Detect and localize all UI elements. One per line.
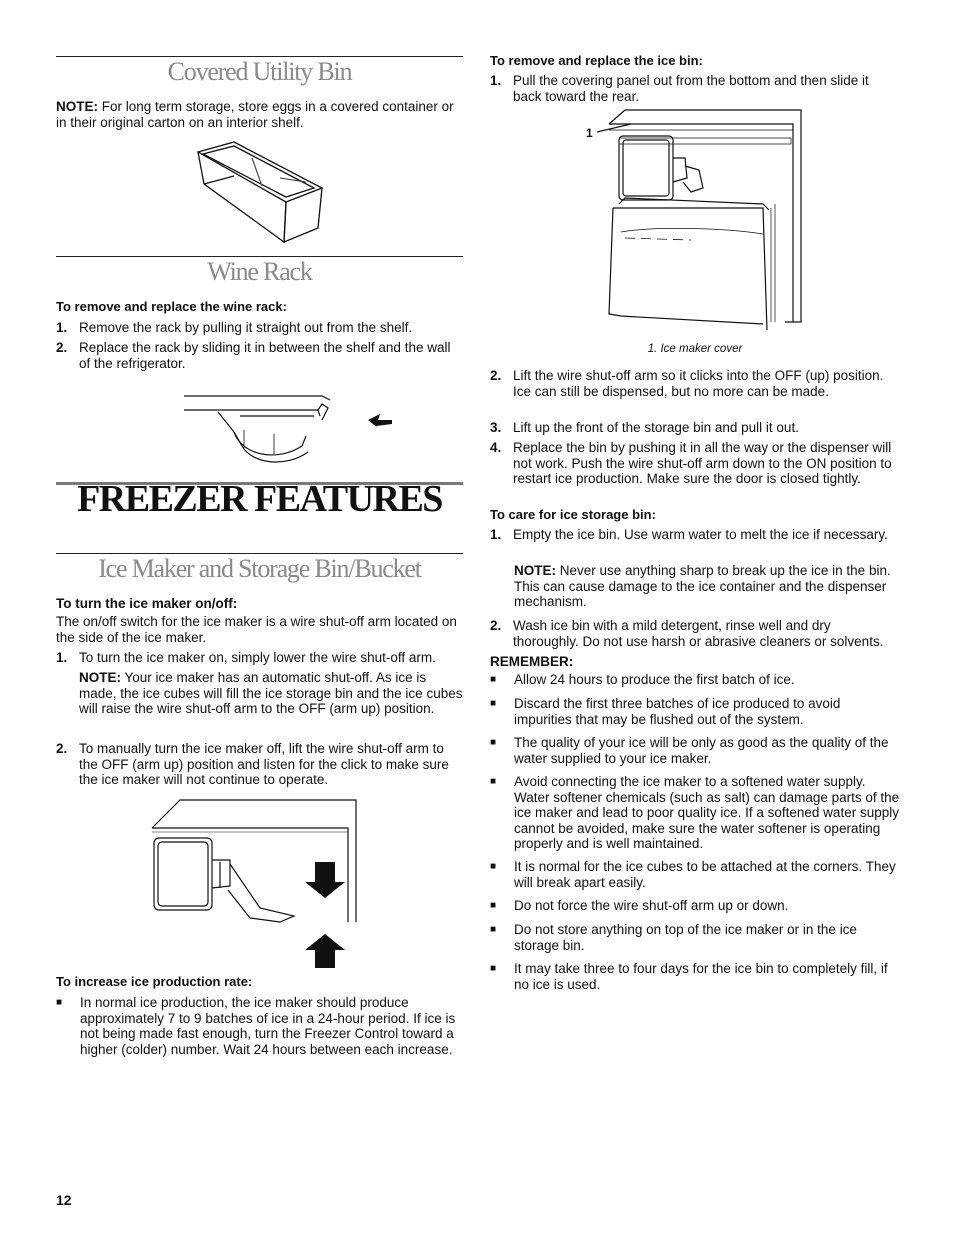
ice-maker-step1-note: NOTE: Your ice maker has an automatic shut-off. As ice is made, the ice cubes will fill the ice storage bin and the ice cubes will raise the wire shut-off arm to the OFF (arm up) position.: [79, 670, 463, 716]
remember-item: ■ Avoid connecting the ice maker to a softened water supply. Water softener chemicals (such as salt) can damage parts of the ice maker and lead to poor quality ice. If a softened water supply cannot be avoided, make sure the water softener is operating properly and is well maintained.: [490, 774, 900, 851]
wine-rack-heading: Wine Rack: [207, 257, 312, 286]
remember-item: ■ Allow 24 hours to produce the first batch of ice.: [490, 672, 795, 687]
care-subheading: To care for ice storage bin:: [490, 507, 656, 522]
ice-maker-on-off-subheading: To turn the ice maker on/off:: [56, 596, 238, 611]
remember-item: ■ It is normal for the ice cubes to be attached at the corners. They will break apart easily.: [490, 859, 896, 890]
ice-bin-step: 2. Lift the wire shut-off arm so it clicks into the OFF (up) position. Ice can still be dispensed, but no more can be made.: [490, 368, 884, 399]
covered-utility-bin-illustration: [194, 140, 386, 248]
increase-production-bullet: ■ In normal ice production, the ice maker should produce approximately 7 to 9 batches of ice in a 24-hour period. If ice is not being made fast enough, turn the Freezer Control toward a higher (colder) number. Wait 24 hours between each increase.: [56, 995, 456, 1057]
remember-label: REMEMBER:: [490, 654, 574, 669]
ice-bin-subheading: To remove and replace the ice bin:: [490, 53, 703, 68]
wine-rack-illustration: [182, 386, 398, 476]
remember-item: ■ Discard the first three batches of ice produced to avoid impurities that may be flushed out of the system.: [490, 696, 841, 727]
care-note: NOTE: Never use anything sharp to break up the ice in the bin. This can cause damage to the ice container and the dispenser mechanism.: [514, 563, 891, 609]
freezer-features-title: FREEZER FEATURES: [77, 478, 442, 520]
care-step: 2. Wash ice bin with a mild detergent, rinse well and dry thoroughly. Do not use harsh or abrasive cleaners or solvents.: [490, 618, 884, 649]
wine-rack-step: 1. Remove the rack by pulling it straight out from the shelf.: [56, 320, 413, 335]
care-step: 1. Empty the ice bin. Use warm water to melt the ice if necessary.: [490, 527, 888, 542]
ice-maker-step: 2. To manually turn the ice maker off, lift the wire shut-off arm to the OFF (arm up) position and listen for the click to make sure the ice maker will not continue to operate.: [56, 741, 449, 787]
ice-maker-on-off-intro: The on/off switch for the ice maker is a wire shut-off arm located on the side of the ice maker.: [56, 614, 457, 645]
remember-item: ■ Do not store anything on top of the ice maker or in the ice storage bin.: [490, 922, 857, 953]
remember-item: ■ Do not force the wire shut-off arm up or down.: [490, 898, 789, 913]
ice-maker-heading: Ice Maker and Storage Bin/Bucket: [98, 554, 421, 583]
ice-bin-step: 1. Pull the covering panel out from the bottom and then slide it back toward the rear.: [490, 73, 869, 104]
increase-production-subheading: To increase ice production rate:: [56, 974, 253, 989]
wine-rack-step: 2. Replace the rack by sliding it in between the shelf and the wall of the refrigerator.: [56, 340, 451, 371]
ice-maker-arm-illustration: [150, 798, 360, 970]
ice-bin-step: 4. Replace the bin by pushing it in all the way or the dispenser will not work. Push the wire shut-off arm down to the ON position to restart ice production. Make sure the door is closed tightly.: [490, 440, 892, 486]
wine-rack-subheading: To remove and replace the wine rack:: [56, 299, 287, 314]
remember-item: ■ It may take three to four days for the ice bin to completely fill, if no ice is used.: [490, 961, 888, 992]
covered-utility-bin-heading: Covered Utility Bin: [167, 57, 352, 86]
page-number: 12: [56, 1192, 72, 1208]
covered-utility-bin-note: NOTE: For long term storage, store eggs in a covered container or in their original carton on an interior shelf.: [56, 99, 454, 130]
remember-item: ■ The quality of your ice will be only as good as the quality of the water supplied to your ice maker.: [490, 735, 889, 766]
ice-maker-cover-illustration: [595, 108, 805, 338]
ice-maker-step: 1. To turn the ice maker on, simply lower the wire shut-off arm.: [56, 650, 436, 665]
ice-bin-step: 3. Lift up the front of the storage bin and pull it out.: [490, 420, 799, 435]
callout-number: 1: [586, 126, 593, 140]
figure-caption: 1. Ice maker cover: [647, 343, 743, 355]
